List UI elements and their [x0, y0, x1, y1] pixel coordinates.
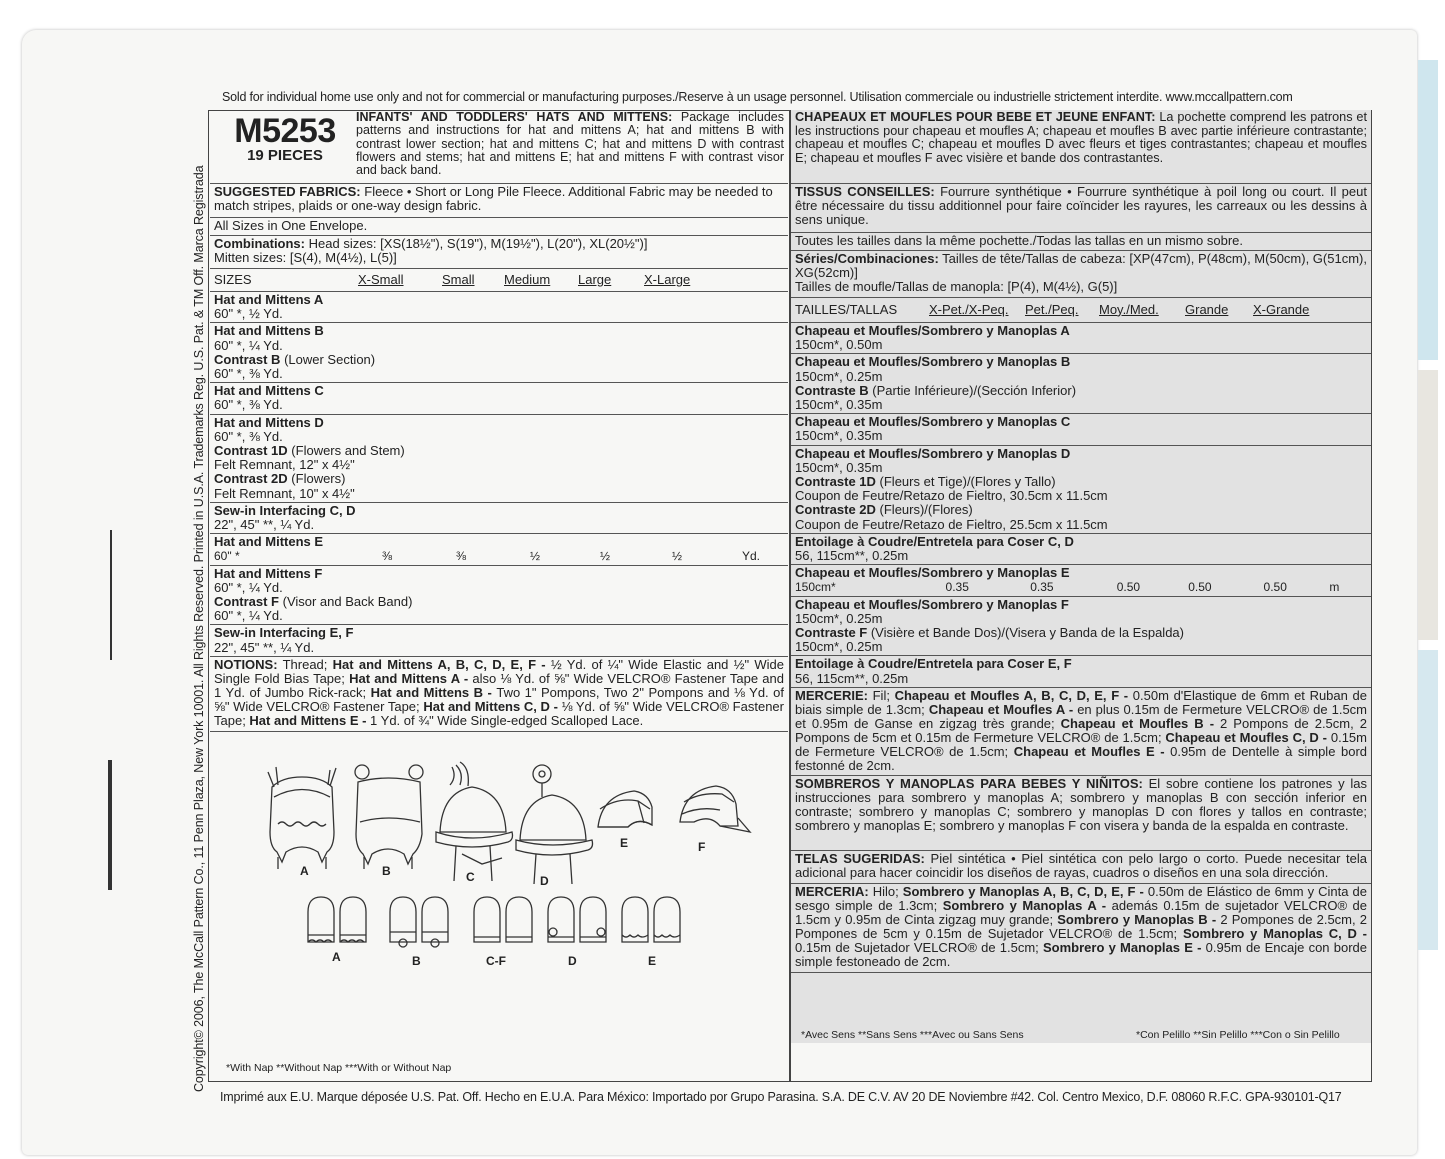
yardage-line	[795, 370, 1367, 384]
mitten-b-sketch	[390, 897, 416, 947]
yardage-view-title: Hat and Mittens E	[214, 534, 324, 550]
yardage-line	[214, 353, 784, 367]
english-yardage-item	[210, 415, 788, 503]
yardage-line	[214, 626, 784, 640]
yardage-view-title: Chapeau et Moufles/Sombrero y Manoplas D	[795, 445, 1071, 461]
mitten-label-a: A	[332, 949, 341, 964]
garment-sketches	[210, 732, 788, 1052]
hat-label-f: F	[698, 839, 706, 854]
es-description-title: SOMBREROS Y MANOPLAS PARA BEBES Y NIÑITOS:	[795, 775, 1143, 791]
fr-size-large: Grande	[1185, 301, 1229, 317]
notion-heading: Hat and Mittens E -	[249, 712, 371, 728]
yardage-size-value: 0.35	[945, 580, 969, 595]
fr-mercerie	[791, 688, 1371, 776]
yardage-detail: 60" *, ⅜ Yd.	[214, 428, 283, 444]
yardage-view-title: Sew-in Interfacing E, F	[214, 625, 354, 641]
yardage-detail: 150cm*, 0.35m	[795, 459, 883, 475]
fr-fabrics-title: TISSUS CONSEILLES:	[795, 184, 935, 199]
fabrics-body: Fleece • Short or Long Pile Fleece. Additional Fabric may be needed to match stripes, plaids or one-way design fabric.	[214, 184, 773, 214]
yardage-view-title: Entoilage à Coudre/Entretela para Coser C, D	[795, 533, 1074, 549]
fr-head-sizes: Tailles de tête/Tallas de cabeza: [XP(47cm), P(48cm), M(50cm), G(51cm), XG(52cm)]	[795, 251, 1367, 281]
description-title: INFANTS' AND TODDLERS' HATS AND MITTENS:	[356, 110, 673, 124]
fr-size-x-small: X-Pet./X-Peq.	[929, 301, 1009, 317]
yardage-line	[795, 626, 1367, 640]
yardage-line	[795, 503, 1367, 517]
fr-description	[791, 110, 1371, 184]
yardage-size-value: ⅜	[456, 549, 467, 564]
yardage-detail: (Flowers)	[287, 471, 346, 487]
yardage-detail: (Visor and Back Band)	[279, 594, 413, 610]
fr-description-title: CHAPEAUX ET MOUFLES POUR BEBE ET JEUNE ENFANT:	[795, 110, 1156, 124]
yardage-detail: (Partie Inférieure)/(Sección Inferior)	[868, 382, 1077, 398]
yardage-fabric-width: 60" *	[214, 549, 240, 564]
notion-heading: Sombrero y Manoplas A -	[942, 897, 1112, 913]
head-sizes: Head sizes: [XS(18½"), S(19"), M(19½"), L(20"), XL(20½")]	[308, 236, 648, 251]
notion-heading: Chapeau et Moufles C, D -	[1165, 729, 1331, 745]
fr-sizes-label: TAILLES/TALLAS	[795, 301, 898, 317]
yardage-view-title: Contrast 2D	[214, 471, 288, 487]
yardage-line	[795, 640, 1367, 654]
description-body: Package includes patterns and instructions for hat and mittens A; hat and mittens B with contrast lower section; hat and mittens C; hat and mittens D with contrast flowers and stems; hat and mittens E; hat and mittens F with contrast visor and back band.	[356, 110, 784, 178]
mitten-label-c-f: C-F	[486, 953, 506, 968]
edge-mark	[108, 760, 112, 890]
notion-heading: Chapeau et Moufles A -	[928, 701, 1078, 717]
yardage-detail: 22", 45" **, ¼ Yd.	[214, 517, 315, 533]
view-illustrations	[210, 732, 788, 1078]
yardage-view-title: Chapeau et Moufles/Sombrero y Manoplas A	[795, 323, 1070, 338]
notion-text: Two 1" Pompons, Two 2" Pompons and ⅛ Yd. of ⅝" Wide VELCRO® Fastener Tape;	[214, 684, 784, 714]
hat-label-b: B	[382, 863, 391, 878]
hat-label-d: D	[540, 873, 549, 888]
notion-text: 0.50m de Elástico de 6mm y Cinta de sesgo simple de 1.3cm;	[795, 883, 1367, 913]
notion-text: Hilo;	[872, 883, 903, 899]
yardage-view-title: Hat and Mittens F	[214, 565, 323, 581]
yardage-size-value: ⅜	[382, 549, 393, 564]
yardage-size-value: 0.50	[1116, 580, 1141, 595]
yardage-line	[214, 339, 784, 353]
notion-text: en plus 0.15m de Fermeture VELCRO® de 1.5cm et 0.95m de Ganse en zigzag très grande;	[795, 701, 1367, 731]
notion-heading: Chapeau et Moufles B -	[1060, 715, 1221, 731]
english-yardage-item	[210, 383, 788, 414]
yardage-detail: 60" *, ½ Yd.	[214, 306, 283, 322]
notion-text: 2 Pompones de 2.5cm, 2 Pompones de 5cm y 0.15m de Sujetador VELCRO® de 1.5cm;	[795, 911, 1367, 941]
yardage-line	[795, 384, 1367, 398]
yardage-detail: (Flowers and Stem)	[287, 443, 405, 459]
yardage-view-title: Chapeau et Moufles/Sombrero y Manoplas C	[795, 414, 1071, 430]
hat-label-e: E	[620, 835, 629, 850]
yardage-line	[795, 535, 1367, 549]
french-yardage-item	[791, 565, 1371, 596]
french-yardage-item	[791, 323, 1371, 354]
nap-note-en: *With Nap **Without Nap ***With or Without Nap	[226, 1062, 452, 1074]
yardage-line	[214, 293, 784, 307]
english-yardage-item	[210, 503, 788, 534]
yardage-line	[214, 458, 784, 472]
yardage-line	[214, 430, 784, 444]
notion-text: 0.15m de Fermeture VELCRO® de 1.5cm;	[795, 729, 1367, 759]
notion-text: 0.50m d'Elastique de 6mm et Ruban de biais simple de 1.3cm;	[795, 687, 1367, 717]
yardage-line	[795, 612, 1367, 626]
yardage-line	[214, 367, 784, 381]
yardage-line	[214, 518, 784, 532]
yardage-view-title: Hat and Mittens C	[214, 383, 324, 399]
yardage-size-value: ½	[672, 549, 683, 564]
mitten-label-d: D	[568, 953, 577, 968]
yardage-size-row	[795, 580, 1367, 594]
fr-combinations	[791, 251, 1371, 298]
yardage-view-title: Contraste B	[795, 382, 869, 398]
yardage-detail: (Lower Section)	[280, 351, 376, 367]
yardage-detail: 60" *, ¼ Yd.	[214, 608, 283, 624]
yardage-line	[214, 444, 784, 458]
yardage-line	[795, 355, 1367, 369]
yardage-line	[795, 324, 1367, 338]
french-yardage-list	[791, 323, 1371, 688]
top-notice: Sold for individual home use only and not for commercial or manufacturing purposes./Reserve à un usage personnel. Utilisation commerciale ou industrielle strictement interdite. www.mccallpattern.com	[222, 90, 1293, 104]
notion-heading: Hat and Mittens A, B, C, D, E, F -	[332, 656, 551, 672]
side-copyright-notice: Copyright© 2006, The McCall Pattern Co., 11 Penn Plaza, New York 10001. All Rights Reserved. Printed in U.S.A. Trademarks Reg. U.S. Pat. & TM Off. Marca Registrada	[192, 165, 206, 1092]
notion-heading: Chapeau et Moufles A, B, C, D, E, F -	[894, 687, 1133, 703]
yardage-line	[214, 581, 784, 595]
yardage-size-value: ½	[530, 549, 541, 564]
notion-heading: Sombrero y Manoplas E -	[1043, 939, 1206, 955]
hat-e-sketch	[598, 791, 652, 827]
size-large: Large	[578, 271, 612, 287]
notion-heading: Hat and Mittens C, D -	[423, 698, 562, 714]
yardage-detail: (Visière et Bande Dos)/(Visera y Banda de la Espalda)	[867, 625, 1184, 641]
sizes-label: SIZES	[214, 271, 252, 287]
hat-c-sketch	[436, 762, 513, 881]
yardage-detail: 56, 115cm**, 0.25m	[795, 548, 909, 564]
yardage-line	[795, 489, 1367, 503]
notion-text: Fil;	[872, 687, 895, 703]
notion-heading: Chapeau et Moufles E -	[1013, 743, 1171, 759]
french-yardage-item	[791, 534, 1371, 565]
es-merceria	[791, 884, 1371, 973]
french-spanish-column	[791, 110, 1371, 1043]
french-yardage-item	[791, 656, 1371, 687]
hat-label-a: A	[300, 863, 309, 878]
notion-heading: Sombrero y Manoplas A, B, C, D, E, F -	[902, 883, 1148, 899]
yardage-detail: (Fleurs et Tige)/(Flores y Tallo)	[875, 474, 1056, 490]
yardage-line	[214, 307, 784, 321]
size-x-small: X-Small	[358, 271, 404, 287]
yardage-detail: 150cm*, 0.50m	[795, 337, 883, 353]
french-yardage-item	[791, 597, 1371, 657]
envelope-edge-strip	[1418, 60, 1438, 360]
sizes-header-row	[210, 269, 788, 292]
yardage-line	[214, 504, 784, 518]
yardage-line	[214, 535, 784, 549]
yardage-view-title: Contraste 1D	[795, 474, 876, 490]
english-yardage-item	[210, 625, 788, 656]
yardage-view-title: Contrast 1D	[214, 443, 288, 459]
yardage-line	[214, 641, 784, 655]
pattern-header	[210, 110, 788, 184]
yardage-detail: Felt Remnant, 12" x 4½"	[214, 457, 355, 473]
combinations	[210, 236, 788, 269]
fr-mitten-sizes: Tailles de moufle/Tallas de manopla: [P(4), M(4½), G(5)]	[795, 279, 1118, 295]
yardage-line	[795, 461, 1367, 475]
yardage-detail: 150cm*, 0.25m	[795, 639, 883, 655]
es-fabrics-title: TELAS SUGERIDAS:	[795, 850, 925, 866]
yardage-detail: 60" *, ⅜ Yd.	[214, 397, 283, 413]
yardage-detail: 150cm*, 0.35m	[795, 428, 883, 444]
fr-size-small: Pet./Peq.	[1025, 301, 1079, 317]
fabrics-title: SUGGESTED FABRICS:	[214, 184, 361, 199]
notion-text: 0.95m de Dentelle à simple bord festonné de 2cm.	[795, 743, 1367, 773]
nap-note-es: *Con Pelillo **Sin Pelillo ***Con o Sin Pelillo	[1136, 1028, 1340, 1041]
yardage-view-title: Sew-in Interfacing C, D	[214, 502, 356, 518]
yardage-line	[795, 415, 1367, 429]
yardage-view-title: Contrast F	[214, 594, 279, 610]
envelope-edge-strip	[1418, 650, 1438, 950]
yardage-line	[795, 566, 1367, 580]
yardage-detail: 150cm*, 0.35m	[795, 397, 883, 413]
notion-text: ½ Yd. of ¼" Wide Elastic and ½" Wide Single Fold Bias Tape;	[214, 656, 784, 686]
notion-heading: MERCERIA:	[795, 883, 873, 899]
notion-heading: Hat and Mittens A -	[349, 670, 473, 686]
yardage-line	[795, 475, 1367, 489]
es-description	[791, 776, 1371, 851]
mitten-e-sketch	[622, 897, 648, 942]
yardage-detail: 150cm*, 0.25m	[795, 368, 883, 384]
yardage-line	[214, 487, 784, 501]
yardage-size-value: ½	[600, 549, 611, 564]
yardage-size-value: 0.35	[1030, 580, 1054, 595]
yardage-view-title: Contrast B	[214, 351, 281, 367]
fr-description-body: La pochette comprend les patrons et les instructions pour chapeau et moufles A; chapeau et moufles B avec partie inférieure contrastante; chapeau et moufles C; chapeau et moufles D avec fleurs et tiges contrastantes; chapeau et moufles E; chapeau et moufles F avec visière et bande dos contrastantes.	[795, 110, 1368, 165]
yardage-fabric-width: 150cm*	[795, 580, 836, 595]
envelope-edge-strip	[1418, 370, 1438, 640]
pattern-description	[356, 111, 784, 177]
english-yardage-item	[210, 292, 788, 323]
yardage-detail: Coupon de Feutre/Retazo de Fieltro, 30.5cm x 11.5cm	[795, 488, 1108, 504]
mitten-c-f-sketch	[474, 897, 500, 942]
notion-text: 2 Pompons de 2.5cm, 2 Pompons de 5cm et 0.15m de Fermeture VELCRO® de 1.5cm;	[795, 715, 1367, 745]
yardage-detail: Felt Remnant, 10" x 4½"	[214, 485, 355, 501]
yardage-line	[214, 416, 784, 430]
yardage-line	[214, 324, 784, 338]
right-footer-space	[791, 973, 1371, 1043]
notion-text: also ⅛ Yd. of ⅝" Wide VELCRO® Fastener Tape and 1 Yd. of Jumbo Rick-rack;	[214, 670, 785, 700]
fr-fabrics-body: Fourrure synthétique • Fourrure synthétique à poil long ou court. Il peut être nécessaire du tissu additionnel pour faire coïncider les rayures, les carreaux ou les dessins à sens unique.	[795, 184, 1367, 228]
pattern-pieces: 19 PIECES	[247, 147, 323, 164]
suggested-fabrics	[210, 184, 788, 218]
bottom-notice: Imprimé aux E.U. Marque déposée U.S. Pat. Off. Hecho en E.U.A. Para México: Importado por Grupo Parasina. S.A. DE C.V. AV 20 DE Noviembre #42. Col. Centro Mexico, D.F. 08060 R.F.C. GPA-930101-Q17	[220, 1090, 1342, 1104]
nap-note-fr: *Avec Sens **Sans Sens ***Avec ou Sans Sens	[801, 1028, 1024, 1041]
yardage-line	[795, 338, 1367, 352]
mitten-label-e: E	[648, 953, 657, 968]
french-yardage-item	[791, 446, 1371, 534]
mitten-a-sketch	[308, 897, 334, 942]
notions-title: NOTIONS:	[214, 656, 278, 672]
yardage-view-title: Hat and Mittens D	[214, 414, 324, 430]
yardage-size-row	[214, 549, 784, 563]
yardage-size-value: 0.50	[1188, 580, 1212, 595]
yardage-line	[795, 657, 1367, 671]
yardage-line	[795, 598, 1367, 612]
yardage-view-title: Chapeau et Moufles/Sombrero y Manoplas B	[795, 354, 1071, 370]
yardage-view-title: Hat and Mittens B	[214, 323, 324, 339]
hat-label-c: C	[466, 869, 475, 884]
yardage-line	[795, 518, 1367, 532]
yardage-line	[795, 398, 1367, 412]
fr-combinations-title: Séries/Combinaciones:	[795, 251, 939, 266]
yardage-detail: 150cm*, 0.25m	[795, 610, 883, 626]
mittens-sketches	[308, 897, 680, 947]
yardage-line	[214, 472, 784, 486]
edge-mark	[110, 530, 112, 660]
combinations-title: Combinations:	[214, 236, 305, 251]
size-x-large: X-Large	[644, 271, 691, 287]
english-yardage-item	[210, 534, 788, 565]
yardage-line	[214, 398, 784, 412]
yardage-line	[214, 595, 784, 609]
yardage-detail: Coupon de Feutre/Retazo de Fieltro, 25.5cm x 11.5cm	[795, 516, 1108, 532]
es-fabrics	[791, 851, 1371, 884]
yardage-detail: 60" *, ¼ Yd.	[214, 579, 283, 595]
hat-a-sketch	[268, 767, 336, 869]
notion-text: 0.95m de Encaje con borde simple festoneado de 2cm.	[795, 939, 1367, 969]
yardage-view-title: Chapeau et Moufles/Sombrero y Manoplas F	[795, 596, 1069, 612]
notion-text: además 0.15m de sujetador VELCRO® de 1.5cm y 0.95m de Cinta zigzag muy grande;	[795, 897, 1367, 927]
yardage-line	[214, 384, 784, 398]
mitten-label-b: B	[412, 953, 421, 968]
fr-all-sizes-note: Toutes les tailles dans la même pochette./Todas las tallas en un mismo sobre.	[791, 233, 1371, 251]
hat-d-sketch	[516, 765, 593, 884]
notion-heading: MERCERIE:	[795, 687, 873, 703]
yardage-detail: (Fleurs)/(Flores)	[875, 502, 973, 518]
yardage-view-title: Hat and Mittens A	[214, 292, 324, 307]
yardage-detail: 60" *, ¼ Yd.	[214, 337, 283, 353]
yardage-line	[795, 672, 1367, 686]
yardage-view-title: Contraste 2D	[795, 502, 876, 518]
english-yardage-item	[210, 323, 788, 383]
fr-fabrics	[791, 184, 1371, 233]
mitten-sizes: Mitten sizes: [S(4), M(4½), L(5)]	[214, 250, 397, 266]
pattern-number-block	[214, 111, 356, 164]
yardage-view-title: Chapeau et Moufles/Sombrero y Manoplas E	[795, 565, 1070, 581]
notion-heading: Sombrero y Manoplas C, D -	[1182, 925, 1367, 941]
english-column	[210, 110, 788, 1078]
yardage-detail: 60" *, ⅜ Yd.	[214, 366, 283, 382]
yardage-line	[795, 429, 1367, 443]
es-fabrics-body: Piel sintética • Piel sintética con pelo largo o corto. Puede necesitar tela adicional para hacer coincidir los diseños de rayas, cuadros o diseños en una sola dirección.	[795, 850, 1367, 880]
yardage-unit: Yd.	[742, 549, 761, 564]
notions	[210, 657, 788, 732]
english-yardage-item	[210, 566, 788, 626]
french-yardage-item	[791, 354, 1371, 414]
yardage-detail: 22", 45" **, ¼ Yd.	[214, 639, 315, 655]
pattern-code: M5253	[234, 112, 336, 150]
mitten-d-sketch	[548, 897, 574, 942]
hat-b-sketch	[355, 765, 423, 869]
yardage-unit: m	[1329, 580, 1340, 595]
notion-heading: Sombrero y Manoplas B -	[1057, 911, 1221, 927]
yardage-line	[214, 567, 784, 581]
all-sizes-note: All Sizes in One Envelope.	[210, 218, 788, 236]
notion-text: Thread;	[282, 656, 333, 672]
yardage-size-value: 0.50	[1263, 580, 1287, 595]
fr-size-x-large: X-Grande	[1253, 301, 1310, 317]
yardage-detail: 56, 115cm**, 0.25m	[795, 670, 909, 686]
size-small: Small	[442, 271, 475, 287]
yardage-line	[214, 609, 784, 623]
yardage-view-title: Contraste F	[795, 625, 868, 641]
fr-sizes-header-row	[791, 298, 1371, 323]
yardage-view-title: Entoilage à Coudre/Entretela para Coser E, F	[795, 656, 1072, 672]
english-yardage-list	[210, 292, 788, 657]
yardage-line	[795, 549, 1367, 563]
notion-text: 1 Yd. of ¾" Wide Single-edged Scalloped Lace.	[370, 712, 644, 728]
notion-text: ⅛ Yd. of ⅝" Wide VELCRO® Fastener Tape;	[214, 698, 784, 728]
hat-f-sketch	[680, 786, 750, 832]
size-medium: Medium	[504, 271, 551, 287]
notion-heading: Hat and Mittens B -	[370, 684, 497, 700]
yardage-line	[795, 447, 1367, 461]
es-description-body: El sobre contiene los patrones y las instrucciones para sombrero y manoplas A; sombrero y manoplas B con sección inferior en contraste; sombrero y manoplas C; sombrero y manoplas D con flores y tallos en contraste; sombrero y manoplas E; sombrero y manoplas F con visera y banda de la espalda en contraste.	[795, 775, 1367, 833]
notion-text: 0.15m de Sujetador VELCRO® de 1.5cm;	[795, 939, 1043, 955]
fr-size-medium: Moy./Med.	[1099, 301, 1159, 317]
french-yardage-item	[791, 414, 1371, 445]
